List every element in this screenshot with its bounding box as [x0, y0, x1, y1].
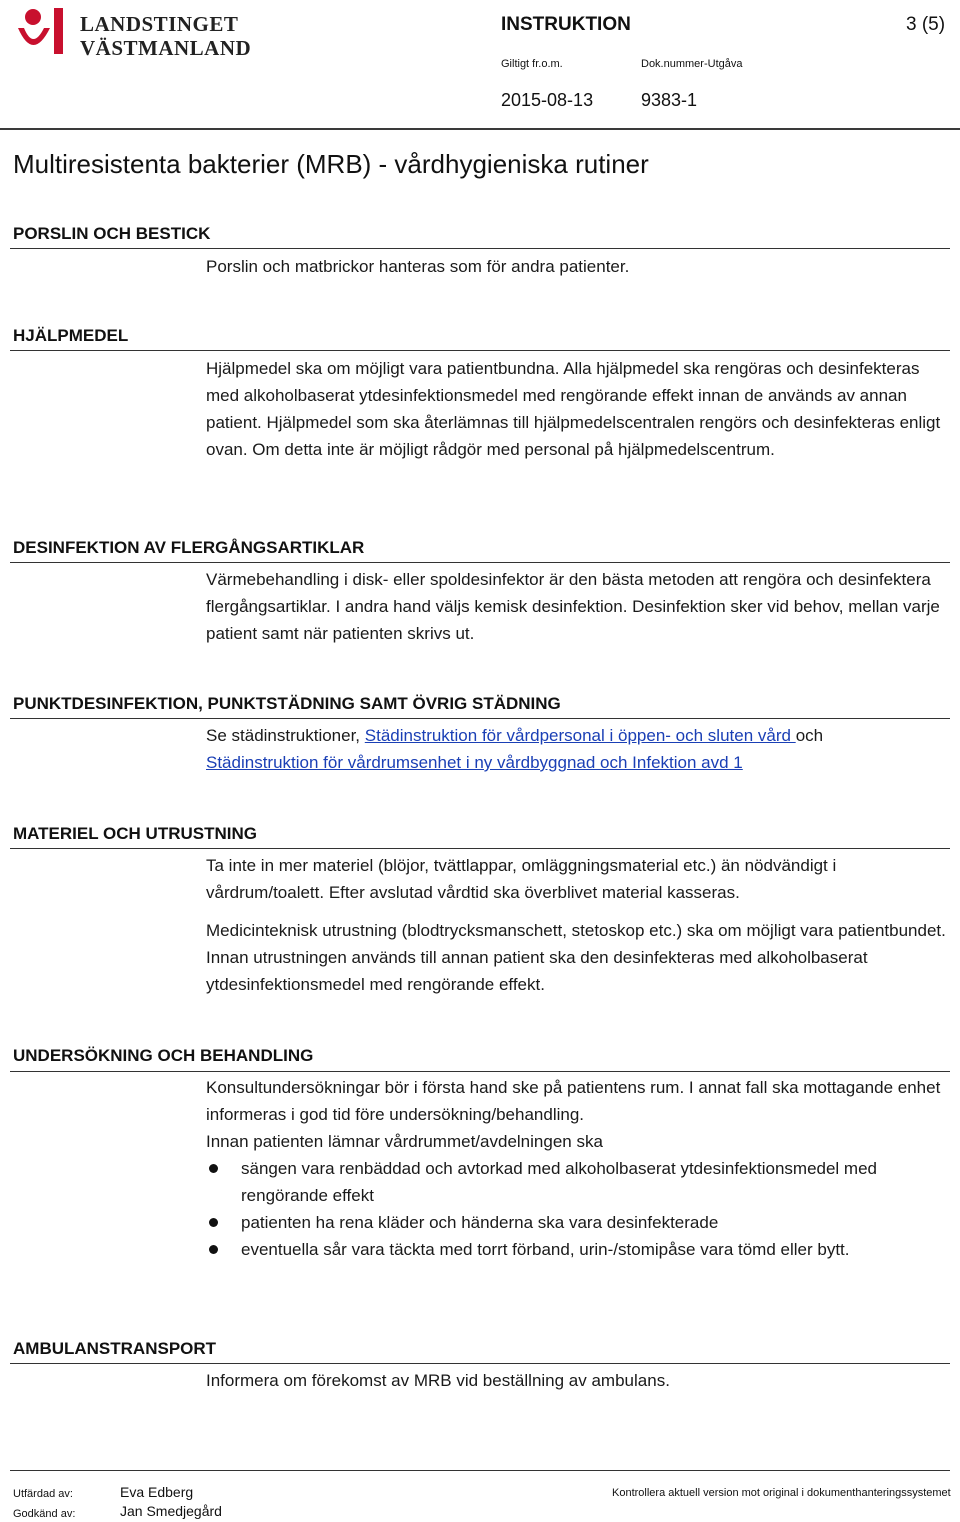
logo-text-line2: VÄSTMANLAND — [80, 36, 252, 60]
page-title: Multiresistenta bakterier (MRB) - vårdhygieniska rutiner — [13, 149, 649, 179]
bullet-icon — [209, 1164, 218, 1173]
bullet-list — [206, 1155, 948, 1263]
section-divider — [10, 562, 950, 563]
porslin-text: Porslin och matbrickor hanteras som för andra patienter. — [206, 257, 630, 276]
section-divider — [10, 718, 950, 719]
cleaning-instruction-link-2[interactable]: Städinstruktion för vårdrumsenhet i ny vårdbyggnad och Infektion avd 1 — [206, 753, 743, 772]
doc-number-value: 9383-1 — [641, 90, 698, 110]
section-body-ambulans — [206, 1367, 948, 1394]
section-body-materiel — [206, 852, 948, 998]
section-body-hjalpmedel — [206, 355, 948, 463]
undersokning-text-2: Innan patienten lämnar vårdrummet/avdelningen ska — [206, 1132, 603, 1151]
section-divider — [10, 1363, 950, 1364]
punkt-conjunction: och — [795, 726, 824, 745]
section-heading-porslin: PORSLIN OCH BESTICK — [13, 224, 211, 243]
materiel-text-1: Ta inte in mer materiel (blöjor, tvättlappar, omläggningsmaterial etc.) än nödvändigt i vårdrum/toalett. Efter avslutad vårdtid ska överblivet material kasseras. — [206, 856, 837, 902]
section-body-punkt — [206, 722, 948, 776]
ambulans-text: Informera om förekomst av MRB vid beställning av ambulans. — [206, 1371, 670, 1390]
undersokning-text-1: Konsultundersökningar bör i första hand ske på patientens rum. I annat fall ska mottagande enhet informeras i god tid före undersökning/behandling. — [206, 1078, 941, 1124]
header-divider — [0, 128, 960, 130]
list-item — [206, 1209, 948, 1236]
section-heading-materiel: MATERIEL OCH UTRUSTNING — [13, 824, 257, 843]
section-divider — [10, 1071, 950, 1072]
list-item — [206, 1155, 948, 1209]
document-type: INSTRUKTION — [501, 14, 631, 35]
page-number: 3 (5) — [906, 14, 946, 35]
section-divider — [10, 350, 950, 351]
valid-from-value: 2015-08-13 — [501, 90, 594, 110]
organization-logo — [14, 2, 252, 62]
valid-from-label: Giltigt fr.o.m. — [501, 58, 563, 70]
punkt-prefix: Se städinstruktioner, — [206, 726, 365, 745]
section-divider — [10, 248, 950, 249]
materiel-text-2: Medicinteknisk utrustning (blodtrycksmanschett, stetoskop etc.) ska om möjligt vara patientbundet. Innan utrustningen används till annan patient ska den desinfekteras med alkoholbaserat ytdesinfektionsmedel med rengörande effekt. — [206, 921, 946, 994]
section-divider — [10, 848, 950, 849]
approved-by-value: Jan Smedjegård — [120, 1503, 222, 1519]
section-body-undersokning — [206, 1074, 948, 1263]
bullet-icon — [209, 1218, 218, 1227]
doc-number-label: Dok.nummer-Utgåva — [641, 58, 743, 70]
section-heading-ambulans: AMBULANSTRANSPORT — [13, 1339, 217, 1358]
issued-by-value: Eva Edberg — [120, 1484, 194, 1500]
footer-divider — [10, 1470, 950, 1471]
section-body-flergang — [206, 566, 948, 647]
section-heading-punkt: PUNKTDESINFEKTION, PUNKTSTÄDNING SAMT ÖVRIG STÄDNING — [13, 694, 561, 713]
bullet-icon — [209, 1245, 218, 1254]
logo-symbol-icon — [14, 2, 72, 60]
flergang-text: Värmebehandling i disk- eller spoldesinfektor är den bästa metoden att rengöra och desinfektera flergångsartiklar. I andra hand väljs kemisk desinfektion. Desinfektion sker vid behov, mellan varje patient samt när patienten skrivs ut. — [206, 570, 940, 643]
list-item-text: sängen vara renbäddad och avtorkad med alkoholbaserat ytdesinfektionsmedel med rengörande effekt — [241, 1159, 878, 1205]
list-item — [206, 1236, 948, 1263]
list-item-text: patienten ha rena kläder och händerna ska vara desinfekterade — [241, 1213, 719, 1232]
section-heading-undersokning: UNDERSÖKNING OCH BEHANDLING — [13, 1046, 314, 1065]
footer-note: Kontrollera aktuell version mot original i dokumenthanteringssystemet — [612, 1487, 951, 1499]
list-item-text: eventuella sår vara täckta med torrt förband, urin-/stomipåse vara tömd eller bytt. — [241, 1240, 850, 1259]
approved-by-label: Godkänd av: — [13, 1508, 76, 1520]
hjalpmedel-text: Hjälpmedel ska om möjligt vara patientbundna. Alla hjälpmedel ska rengöras och desinfekteras med alkoholbaserat ytdesinfektionsmedel med rengörande effekt innan de används av annan patient. Hjälpmedel som ska återlämnas till hjälpmedelscentralen rengörs och desinfekteras enligt ovan. Om detta inte är möjligt rådgör med personal på hjälpmedelscentrum. — [206, 359, 941, 459]
issued-by-label: Utfärdad av: — [13, 1488, 73, 1500]
punkt-text — [206, 722, 948, 776]
section-heading-hjalpmedel: HJÄLPMEDEL — [13, 326, 129, 345]
logo-text-line1: LANDSTINGET — [80, 12, 239, 36]
section-heading-flergang: DESINFEKTION AV FLERGÅNGSARTIKLAR — [13, 538, 365, 557]
section-body-porslin — [206, 253, 948, 280]
cleaning-instruction-link-1[interactable]: Städinstruktion för vårdpersonal i öppen- och sluten vård — [364, 726, 796, 745]
